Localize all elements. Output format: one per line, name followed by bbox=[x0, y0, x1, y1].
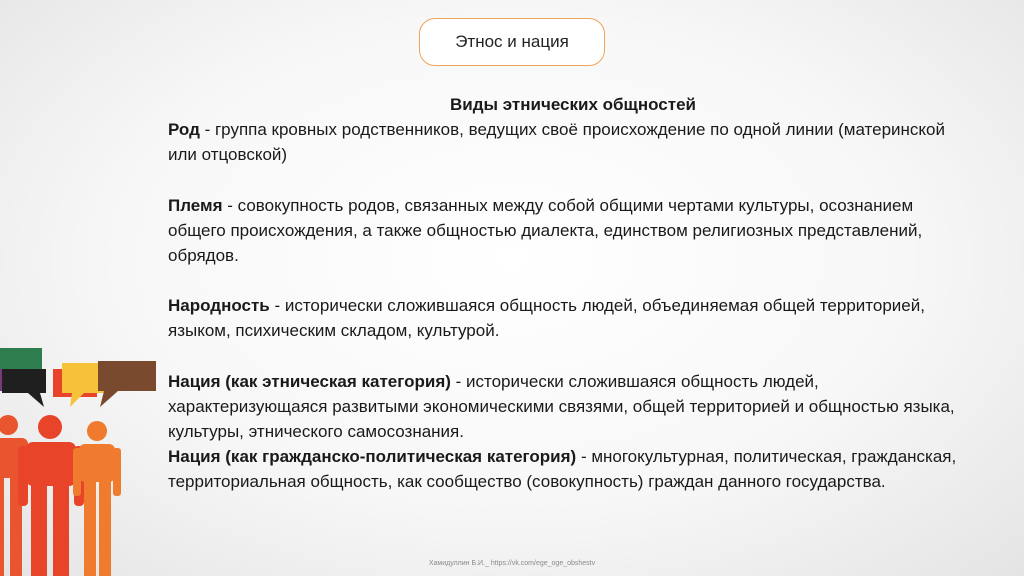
speech-bubble-black-icon bbox=[2, 369, 46, 407]
term-plemya: Племя bbox=[168, 195, 223, 215]
person-red-center-icon bbox=[18, 415, 84, 576]
term-narodnost: Народность bbox=[168, 296, 270, 316]
definition-nation-civic bbox=[168, 444, 958, 494]
term-nation-civic: Нация (как гражданско-политическая категория) bbox=[168, 447, 577, 467]
definition-nation-ethnic bbox=[168, 369, 958, 445]
slide-title-text: Этнос и нация bbox=[455, 32, 569, 51]
footer-credit: Хамидуллин Б.И._ https://vk.com/ege_oge_obshestv bbox=[428, 560, 596, 567]
speech-bubble-brown-icon bbox=[98, 361, 156, 407]
definition-plemya-text: - совокупность родов, связанных между собой общими чертами культуры, осознанием общего происхождения, а также общностью диалекта, единством религиозных представлений, обрядов. bbox=[168, 195, 923, 266]
definition-nation-civic-text: - многокультурная, политическая, гражданская, территориальная общность, как сообщество (совокупность) граждан данного государства. bbox=[168, 447, 957, 492]
definition-plemya bbox=[168, 193, 958, 269]
term-rod: Род bbox=[168, 120, 200, 140]
definition-narodnost bbox=[168, 293, 958, 343]
term-nation-ethnic: Нация (как этническая категория) bbox=[168, 371, 451, 391]
slide-title bbox=[419, 18, 605, 66]
definition-narodnost-text: - исторически сложившаяся общность людей, объединяемая общей территорией, языком, психическим складом, культурой. bbox=[168, 296, 925, 341]
section-heading: Виды этнических общностей bbox=[449, 95, 696, 114]
definition-nation-ethnic-text: - исторически сложившаяся общность людей, характеризующаяся развитыми экономическими связями, общей территорией и общностью языка, культуры, этнического самосознания. bbox=[168, 371, 955, 442]
definition-rod-text: - группа кровных родственников, ведущих своё происхождение по одной линии (материнской или отцовской) bbox=[168, 120, 945, 165]
people-speech-bubbles-illustration bbox=[0, 345, 160, 576]
definition-rod bbox=[168, 117, 958, 167]
slide-content bbox=[168, 92, 958, 495]
